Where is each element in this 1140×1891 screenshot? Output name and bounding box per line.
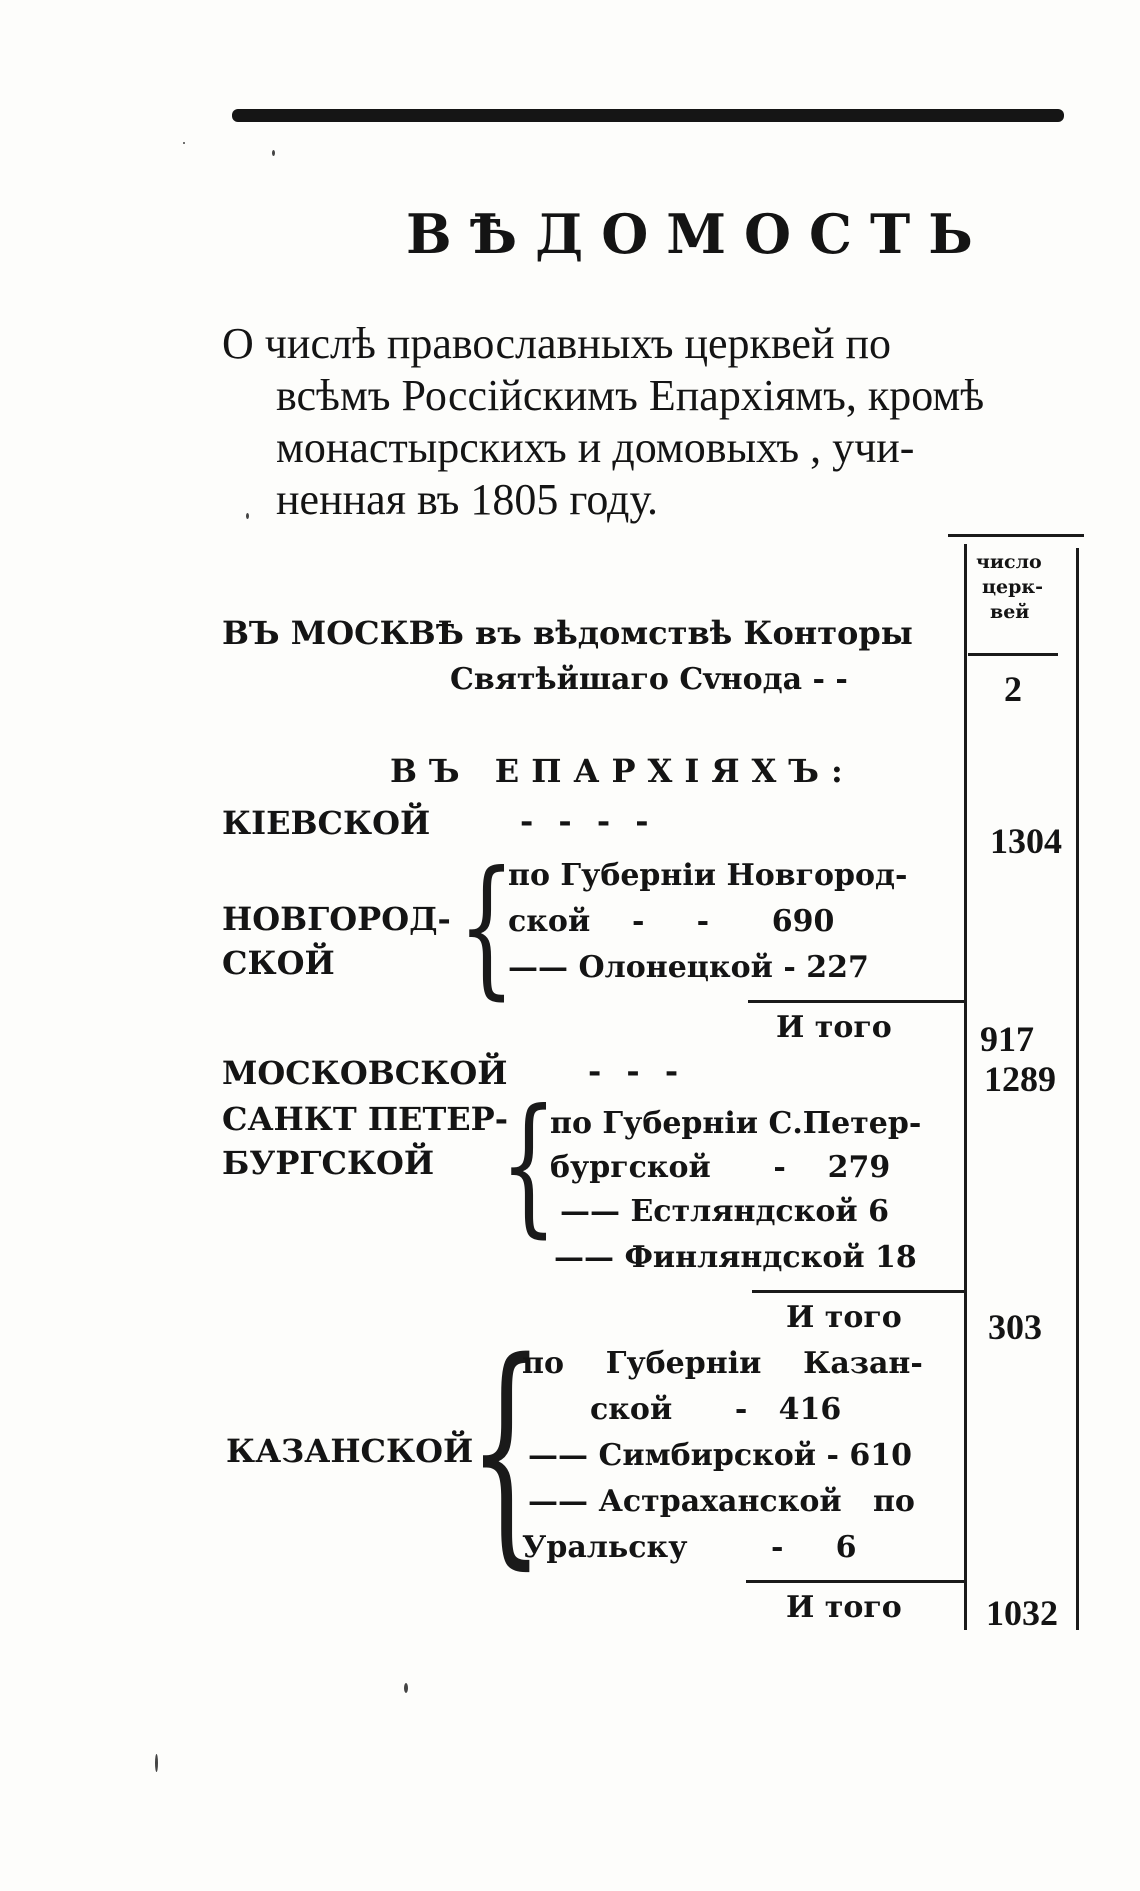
moskovskoy-name: МОСКОВСКОЙ	[222, 1054, 508, 1092]
novgorod-sub-1: по Губерніи Новгород-	[508, 858, 908, 893]
kazan-sub-1: по Губерніи Казан-	[522, 1346, 923, 1381]
kazan-sub-2: ской - 416	[590, 1392, 842, 1427]
novgorod-name-2: СКОЙ	[222, 944, 335, 982]
kazan-brace: {	[468, 1310, 545, 1590]
intro-line-3: монастырскихъ и домовыхъ , учи-	[276, 423, 915, 472]
column-header-2: церк-	[982, 576, 1044, 598]
intro-line-1: О числѣ православныхъ церквей по	[222, 319, 892, 368]
spb-total: 303	[988, 1307, 1042, 1347]
intro-line-4: ненная въ 1805 году.	[276, 475, 659, 524]
header-bottom-rule	[968, 653, 1058, 656]
spb-total-label: И того	[786, 1300, 902, 1335]
moscow-line-2: Святѣйшаго Сvнода - -	[450, 662, 848, 697]
spb-brace: {	[500, 1078, 558, 1252]
page-title: ВѢДОМОСТЬ	[406, 202, 991, 266]
kazan-sub-4: —— Астраханской по	[528, 1484, 915, 1519]
novgorod-brace: {	[458, 840, 516, 1014]
column-right-rule	[1076, 548, 1079, 1630]
novgorod-sub-2: ской - - 690	[508, 904, 835, 939]
moskovskoy-dashes: - - -	[588, 1052, 679, 1090]
kazan-sub-5: Уральску - 6	[522, 1530, 857, 1565]
novgorod-total-label: И того	[776, 1010, 892, 1045]
moscow-value: 2	[1004, 669, 1022, 709]
spb-sub-4: —— Финляндской 18	[554, 1240, 917, 1275]
header-top-rule	[948, 534, 1084, 537]
moscow-line-1: ВЪ МОСКВѢ въ вѣдомствѣ Конторы	[222, 614, 913, 652]
spb-name-2: БУРГСКОЙ	[222, 1144, 435, 1182]
kiev-value: 1304	[990, 821, 1062, 861]
spb-sub-1: по Губерніи С.Петер-	[550, 1106, 922, 1141]
novgorod-total: 917	[980, 1019, 1034, 1059]
spb-sub-3: —— Естляндской 6	[560, 1194, 889, 1229]
column-left-rule	[964, 544, 967, 1630]
kazan-name: КАЗАНСКОЙ	[226, 1432, 474, 1470]
spb-total-rule	[752, 1290, 964, 1293]
moskovskoy-value: 1289	[984, 1059, 1056, 1099]
intro-line-2: всѣмъ Россійскимъ Епархіямъ, кромѣ	[276, 371, 985, 420]
kazan-sub-3: —— Симбирской - 610	[528, 1438, 913, 1473]
kazan-total-label: И того	[786, 1590, 902, 1625]
kiev-dashes: - - - -	[520, 802, 649, 840]
kazan-total: 1032	[986, 1593, 1058, 1633]
section-heading: ВЪ ЕПАРХІЯХЪ:	[390, 752, 855, 790]
column-header-1: число	[976, 551, 1042, 573]
novgorod-sub-3: —— Олонецкой - 227	[508, 950, 869, 985]
spb-sub-2: бургской - 279	[550, 1150, 891, 1185]
column-header-3: вей	[990, 601, 1030, 623]
novgorod-total-rule	[748, 1000, 964, 1003]
kiev-name: КІЕВСКОЙ	[222, 804, 431, 842]
novgorod-name-1: НОВГОРОД-	[222, 900, 451, 938]
spb-name-1: САНКТ ПЕТЕР-	[222, 1100, 508, 1138]
kazan-total-rule	[746, 1580, 964, 1583]
top-rule	[232, 109, 1064, 122]
